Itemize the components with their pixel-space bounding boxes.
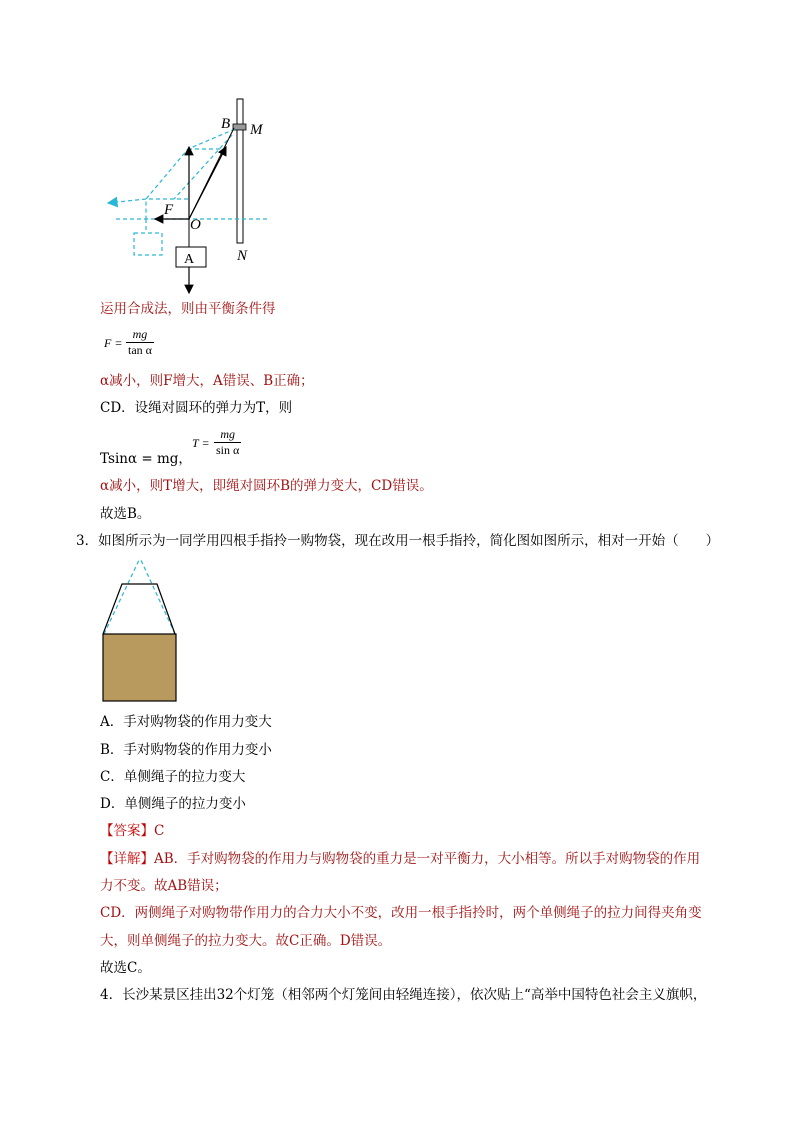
formula2-lhs: T = (192, 436, 210, 450)
detail-line-2: 力不变。故AB错误； (100, 878, 228, 894)
formula2-denominator: sin α (216, 443, 240, 457)
bag-body (103, 634, 176, 701)
label-M: M (250, 122, 263, 138)
detail-text-1: AB．手对购物袋的作用力与购物袋的重力是一对平衡力，大小相等。所以手对购物袋的作用 (154, 851, 701, 867)
detail-line-4: 大，则单侧绳子的拉力变大。故C正确。D错误。 (100, 933, 392, 949)
text-line-2: α减小，则F增大，A错误、B正确； (100, 373, 314, 389)
option-c: C．单侧绳子的拉力变大 (100, 769, 246, 785)
conclusion-line: 故选C。 (100, 960, 151, 976)
rod-MN (237, 99, 243, 243)
formula2-numerator: mg (214, 427, 241, 443)
detail-tag: 【详解】 (100, 851, 154, 867)
label-F: F (164, 202, 174, 218)
formula1-fraction (126, 327, 154, 358)
text-line-3: CD．设绳对圆环的弹力为T，则 (100, 400, 293, 416)
label-O: O (190, 217, 201, 233)
force-diagram (100, 95, 280, 300)
label-B: B (221, 116, 231, 132)
label-N: N (237, 248, 248, 264)
answer-tag: 【答案】 (100, 823, 154, 839)
text-line-5: α减小，则T增大，即绳对圆环B的弹力变大，CD错误。 (100, 478, 433, 494)
option-b: B．手对购物袋的作用力变小 (100, 742, 272, 758)
formula2-fraction (214, 427, 241, 458)
answer-line (100, 821, 164, 841)
text-line-4: Tsinα = mg， (100, 451, 192, 467)
label-A: A (184, 252, 195, 267)
formula1-denominator: tan α (128, 343, 152, 357)
detail-line-1 (100, 849, 700, 869)
formula1-lhs: F = (104, 336, 123, 350)
text-line-1: 运用合成法，则由平衡条件得 (100, 301, 276, 317)
question3-stem: 3．如图所示为一同学用四根手指拎一购物袋，现在改用一根手指拎，简化图如图所示，相对一开始（ ） (76, 533, 720, 549)
answer-value: C (154, 823, 165, 839)
option-d: D．单侧绳子的拉力变小 (100, 796, 246, 812)
shopping-bag-diagram (98, 556, 182, 706)
detail-line-3: CD．两侧绳子对购物带作用力的合力大小不变，改用一根手指拎时，两个单侧绳子的拉力间得夹角变 (100, 905, 702, 921)
option-a: A．手对购物袋的作用力变大 (100, 714, 272, 730)
text-line-6: 故选B。 (100, 506, 151, 522)
question4-stem: 4．长沙某景区挂出32个灯笼（相邻两个灯笼间由轻绳连接），依次贴上“高举中国特色社会主义旗帜， (100, 987, 707, 1003)
formula1-numerator: mg (126, 327, 154, 343)
